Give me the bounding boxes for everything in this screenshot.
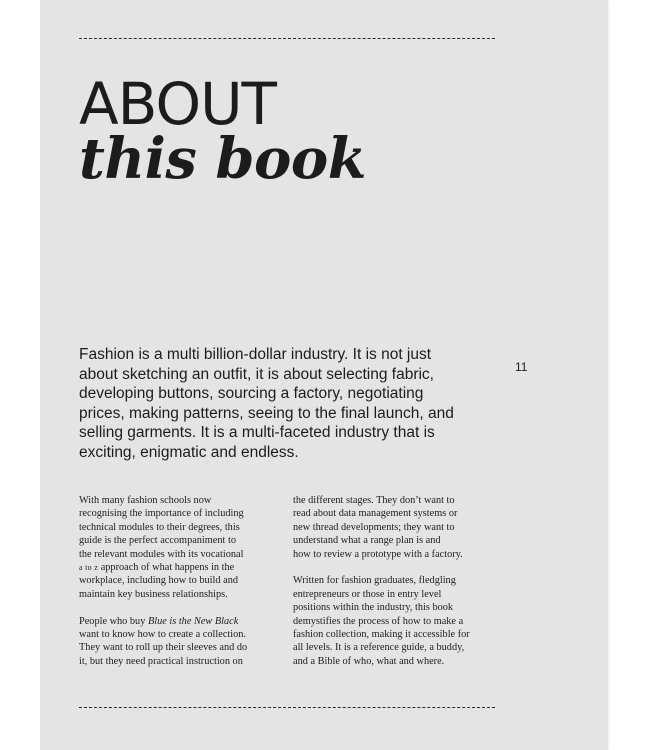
body-line: new thread developments; they want to (293, 521, 455, 533)
small-caps-text: a to z (79, 563, 99, 573)
body-paragraph (79, 615, 274, 669)
body-line: and a Bible of who, what and where. (293, 655, 445, 667)
body-line: recognising the importance of including (79, 508, 244, 520)
body-line: all levels. It is a reference guide, a buddy, (293, 642, 465, 654)
intro-line: developing buttons, sourcing a factory, negotiating (79, 385, 424, 403)
body-line: guide is the perfect accompaniment to (79, 535, 236, 547)
intro-line: selling garments. It is a multi-faceted industry that is (79, 424, 435, 442)
page-title-about: ABOUT (79, 70, 276, 138)
body-line: demystifies the process of how to make a (293, 615, 464, 627)
page-title-this-book: this book (79, 126, 367, 192)
body-line (79, 615, 274, 628)
body-line: how to review a prototype with a factory. (293, 548, 463, 560)
body-line: workplace, including how to build and (79, 575, 238, 587)
bottom-dashed-rule (79, 707, 495, 708)
body-line (79, 561, 274, 574)
body-line: understand what a range plan is and (293, 535, 441, 547)
body-line: want to know how to create a collection. (79, 629, 246, 641)
body-paragraph (293, 574, 493, 668)
body-line: positions within the industry, this book (293, 602, 454, 614)
intro-line: Fashion is a multi billion-dollar industry. It is not just (79, 346, 432, 363)
body-paragraph (79, 494, 274, 601)
body-line: With many fashion schools now (79, 495, 212, 506)
body-line: technical modules to their degrees, this (79, 521, 240, 533)
body-line-rest: approach of what happens in the (98, 562, 235, 574)
book-title-italic: Blue is the New Black (147, 615, 239, 627)
body-line: read about data management systems or (293, 508, 458, 520)
body-line-pre: People who buy (79, 615, 148, 627)
intro-line: prices, making patterns, seeing to the final launch, and (79, 404, 454, 422)
body-line: maintain key business relationships. (79, 588, 228, 600)
body-column-left (79, 494, 274, 682)
body-line: Written for fashion graduates, fledgling (293, 575, 456, 587)
intro-line: about sketching an outfit, it is about selecting fabric, (79, 365, 434, 383)
intro-line: exciting, enigmatic and endless. (79, 443, 299, 461)
body-line: fashion collection, making it accessible for (293, 629, 470, 641)
body-paragraph (293, 494, 493, 561)
body-line: the different stages. They don’t want to (293, 495, 455, 506)
top-dashed-rule (79, 38, 495, 39)
body-line: it, but they need practical instruction on (79, 655, 243, 667)
intro-paragraph (79, 345, 479, 463)
body-line: entrepreneurs or those in entry level (293, 588, 442, 600)
body-column-right (293, 494, 493, 682)
body-line: the relevant modules with its vocational (79, 548, 244, 560)
body-line: They want to roll up their sleeves and do (79, 642, 248, 654)
page-number: 11 (515, 360, 528, 374)
